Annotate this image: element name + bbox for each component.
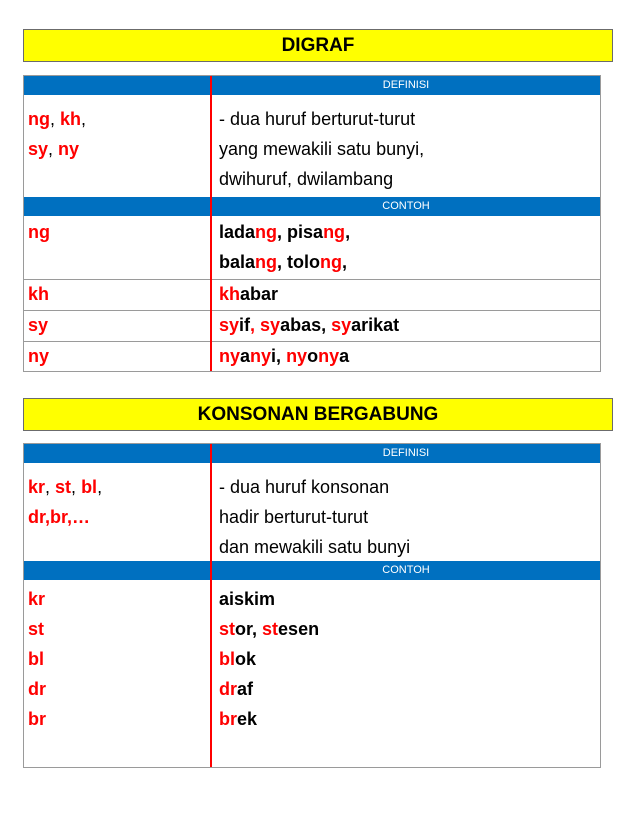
konsonan-example-keys: [28, 584, 46, 734]
text-run: ny: [58, 139, 80, 159]
text-run: bl: [219, 649, 235, 669]
text-run: ng: [28, 109, 50, 129]
digraf-table: [23, 75, 601, 372]
text-run: a: [339, 346, 350, 366]
text-run: ek: [237, 709, 258, 729]
digraf-def-line: - dua huruf berturut-turut: [219, 109, 416, 129]
konsonan-key: dr: [28, 679, 46, 699]
column-divider: [210, 444, 212, 767]
text-run: br: [219, 709, 237, 729]
konsonan-def-left-line: [28, 472, 102, 502]
example-line: [219, 584, 319, 614]
konsonan-def-line: dan mewakili satu bunyi: [219, 537, 411, 557]
digraf-example-sy: [219, 310, 399, 340]
example-line: [219, 310, 399, 340]
konsonan-key: st: [28, 619, 45, 639]
example-line: [219, 674, 319, 704]
digraf-contoh-header: CONTOH: [24, 197, 600, 216]
text-run: kr: [28, 477, 46, 497]
text-run: , tolo: [277, 252, 321, 272]
text-run: lada: [219, 222, 256, 242]
text-run: st: [262, 619, 279, 639]
text-run: ny: [318, 346, 340, 366]
text-run: or,: [235, 619, 263, 639]
text-run: abas,: [280, 315, 332, 335]
example-line: [219, 279, 278, 309]
konsonan-contoh-header: CONTOH: [24, 561, 600, 580]
example-line: [219, 217, 350, 247]
text-run: ,: [81, 109, 87, 129]
text-run: sy: [219, 315, 240, 335]
text-run: ng: [320, 252, 343, 272]
text-run: ng: [323, 222, 346, 242]
text-run: dr: [219, 679, 237, 699]
digraf-def-left: [28, 104, 86, 164]
text-run: dr,br,…: [28, 507, 91, 527]
digraf-example-ng: [219, 217, 350, 277]
column-divider: [210, 76, 212, 371]
text-run: i,: [271, 346, 287, 366]
example-line: [219, 704, 319, 734]
text-run: abar: [240, 284, 279, 304]
konsonan-title: KONSONAN BERGABUNG: [197, 403, 439, 425]
text-run: kh: [60, 109, 82, 129]
digraf-example-kh: [219, 279, 278, 309]
text-run: kh: [219, 284, 241, 304]
text-run: ,: [71, 477, 82, 497]
row-divider: [24, 279, 600, 280]
digraf-key-kh: kh: [28, 284, 50, 304]
konsonan-example-words: [219, 584, 319, 734]
text-run: ny: [250, 346, 272, 366]
konsonan-def-right: [219, 472, 410, 562]
digraf-key-sy: sy: [28, 315, 49, 335]
digraf-def-right: [219, 104, 424, 194]
digraf-definisi-header: DEFINISI: [24, 76, 600, 95]
text-run: ok: [235, 649, 257, 669]
text-run: ng: [255, 252, 278, 272]
digraf-key-ng: ng: [28, 222, 50, 242]
text-run: sy: [331, 315, 352, 335]
text-run: bala: [219, 252, 256, 272]
konsonan-key: kr: [28, 589, 46, 609]
konsonan-def-left: [28, 472, 102, 532]
text-run: ny: [219, 346, 241, 366]
text-run: im: [254, 589, 276, 609]
text-run: ,: [342, 252, 348, 272]
digraf-example-ny: [219, 341, 349, 371]
digraf-banner: [23, 29, 613, 62]
text-run: ,: [97, 477, 103, 497]
konsonan-table: [23, 443, 601, 768]
text-run: esen: [278, 619, 320, 639]
text-run: aisk: [219, 589, 255, 609]
text-run: ,: [48, 139, 59, 159]
text-run: o: [307, 346, 319, 366]
text-run: ng: [255, 222, 278, 242]
text-run: if: [239, 315, 251, 335]
text-run: st: [219, 619, 236, 639]
text-run: sy: [28, 139, 49, 159]
text-run: a: [240, 346, 251, 366]
text-run: st: [55, 477, 72, 497]
konsonan-key: br: [28, 709, 46, 729]
digraf-def-line: dwihuruf, dwilambang: [219, 169, 394, 189]
example-line: [219, 341, 349, 371]
konsonan-key: bl: [28, 649, 44, 669]
konsonan-def-line: - dua huruf konsonan: [219, 477, 390, 497]
example-line: [219, 644, 319, 674]
text-run: arikat: [351, 315, 400, 335]
konsonan-def-left-line: [28, 502, 102, 532]
digraf-title: DIGRAF: [281, 34, 355, 56]
text-run: , sy: [250, 315, 281, 335]
text-run: ny: [286, 346, 308, 366]
text-run: bl: [81, 477, 98, 497]
text-run: ,: [50, 109, 61, 129]
konsonan-def-line: hadir berturut-turut: [219, 507, 369, 527]
digraf-def-left-line: [28, 134, 86, 164]
digraf-def-line: yang mewakili satu bunyi,: [219, 139, 425, 159]
text-run: af: [237, 679, 254, 699]
text-run: ,: [45, 477, 56, 497]
digraf-key-ny: ny: [28, 346, 50, 366]
konsonan-banner: [23, 398, 613, 431]
digraf-def-left-line: [28, 104, 86, 134]
text-run: ,: [345, 222, 351, 242]
example-line: [219, 614, 319, 644]
konsonan-definisi-header: DEFINISI: [24, 444, 600, 463]
text-run: , pisa: [277, 222, 324, 242]
example-line: [219, 247, 350, 277]
